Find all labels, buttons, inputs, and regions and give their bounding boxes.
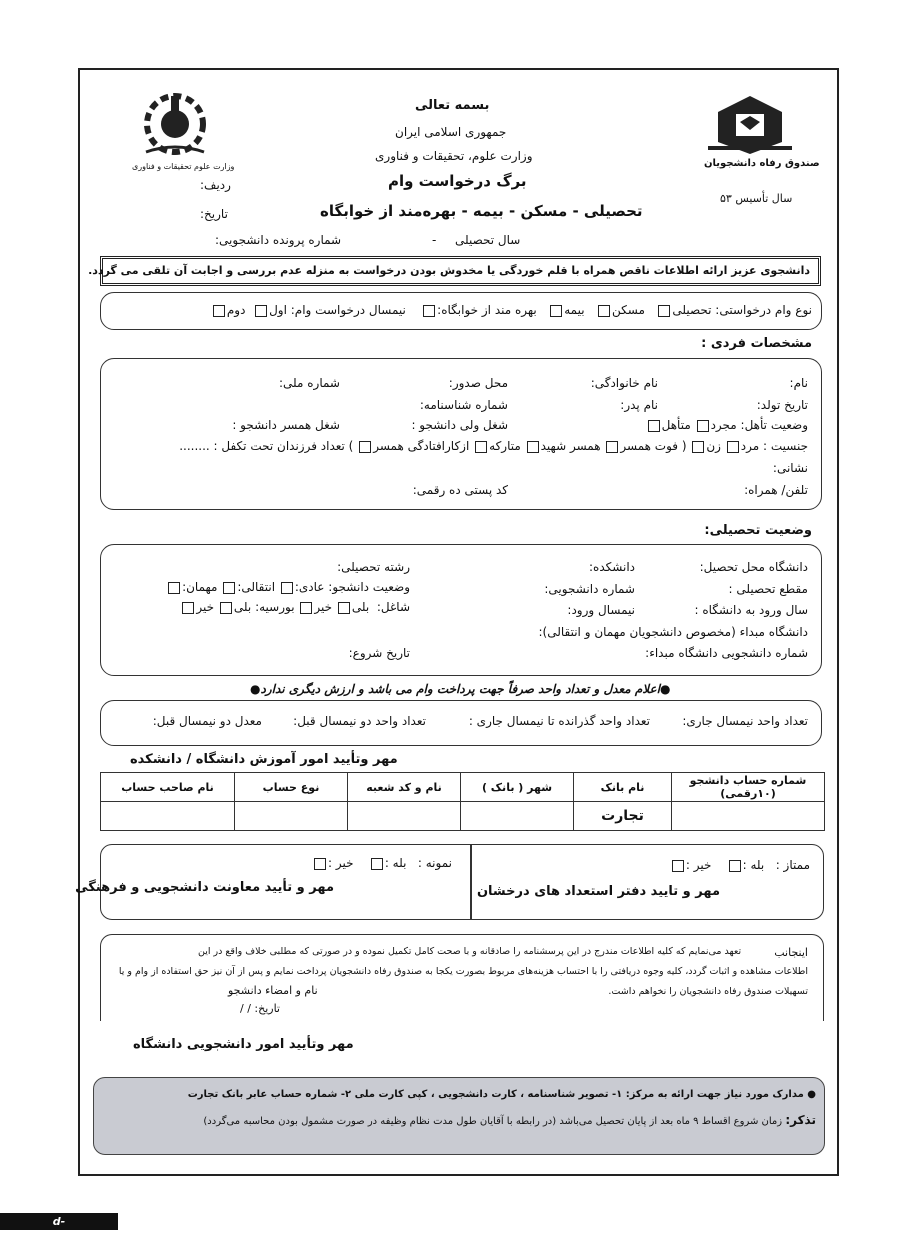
col-account-no: شماره حساب دانشجو (۱۰رقمی) — [672, 773, 825, 802]
exemplary-row — [312, 856, 452, 870]
ministry-logo — [130, 86, 235, 176]
loan-dorm: بهره مند از خوابگاه: — [437, 303, 537, 317]
form-subtitle: تحصیلی - مسکن - بیمه - بهره‌مند از خوابگاه — [320, 202, 643, 220]
birth-date-label: تاریخ تولد: — [756, 398, 808, 412]
employment-row — [180, 600, 410, 614]
single-checkbox[interactable] — [697, 420, 709, 432]
faculty-label: دانشکده: — [589, 560, 635, 574]
employed-yes-label: بلی — [351, 600, 370, 614]
status-normal-label: وضعیت دانشجو: عادی: — [294, 580, 410, 594]
pledge-date: تاریخ: / / — [240, 1002, 280, 1015]
scholarship-yes-label: بلی — [233, 600, 252, 614]
scholarship-no-checkbox[interactable] — [182, 602, 194, 614]
loan-type-label: نوع وام درخواستی: — [715, 303, 812, 317]
approval-divider — [470, 844, 472, 920]
ministry-logo-caption: وزارت علوم تحقیقات و فناوری — [132, 162, 235, 171]
employed-yes-checkbox[interactable] — [338, 602, 350, 614]
units-passed-label: تعداد واحد گذرانده تا نیمسال جاری : — [468, 714, 650, 728]
student-status-row — [166, 580, 410, 594]
guardian-job-label: شغل ولی دانشجو : — [411, 418, 508, 432]
basmala: بسمه تعالی — [415, 98, 490, 113]
cell-bank-city[interactable] — [461, 802, 574, 831]
separated-checkbox[interactable] — [475, 441, 487, 453]
single-label: مجرد — [710, 418, 737, 432]
student-file-no: شماره پرونده دانشجویی: — [215, 233, 342, 247]
col-branch: نام و کد شعبه — [348, 773, 461, 802]
loan-tahsili: تحصیلی — [672, 303, 712, 317]
welfare-fund-name: صندوق رفاه دانشجویان — [704, 158, 820, 169]
personal-section-title: مشخصات فردی : — [701, 336, 812, 351]
col-account-type: نوع حساب — [235, 773, 348, 802]
docs-note-row — [203, 1113, 816, 1127]
docs-note-text: زمان شروع اقساط ۹ ماه بعد از پایان تحصیل می‌باشد (در رابطه با آقایان طول مدت نظام وظیفه در صورت مشمول بودن محاسبه می‌گردد) — [203, 1116, 783, 1127]
semester-first-checkbox[interactable] — [255, 305, 267, 317]
stamp-student-label: مهر وتأیید امور دانشجویی دانشگاه — [133, 1037, 354, 1052]
scholarship-label: بورسیه: — [255, 600, 295, 614]
loan-type-row — [211, 303, 812, 317]
exemplary-yes-label: بله : — [384, 856, 407, 870]
employed-label: شاغل: — [376, 600, 410, 614]
pledge-signature: نام و امضاء دانشجو — [228, 984, 318, 997]
university-label: دانشگاه محل تحصیل: — [699, 560, 808, 574]
employed-no-checkbox[interactable] — [300, 602, 312, 614]
student-no-label: شماره دانشجویی: — [544, 582, 635, 596]
site-watermark: d-khansar.nus.ac.ir — [0, 1213, 118, 1230]
semester-second-checkbox[interactable] — [213, 305, 225, 317]
units-two-prev-label: تعداد واحد دو نیمسال قبل: — [293, 714, 426, 728]
exemplary-no-checkbox[interactable] — [314, 858, 326, 870]
separated-label: متارکه — [489, 439, 521, 453]
disabled-spouse-checkbox[interactable] — [359, 441, 371, 453]
col-bank-city: شهر ( بانک ) — [461, 773, 574, 802]
exemplary-stamp-label: مهر و تأیید معاونت دانشجویی و فرهنگی — [75, 880, 334, 895]
married-label: متأهل — [661, 418, 691, 432]
semester-first: اول — [269, 303, 287, 317]
martyr-spouse-checkbox[interactable] — [527, 441, 539, 453]
loan-dorm-checkbox[interactable] — [423, 305, 435, 317]
row-label: ردیف: — [200, 178, 231, 192]
marital-row — [646, 418, 808, 432]
pledge-intro: اینجانب — [774, 946, 808, 959]
address-label: نشانی: — [772, 461, 808, 475]
spouse-job-label: شغل همسر دانشجو : — [232, 418, 340, 432]
notice-text: دانشجوی عزیز ارائه اطلاعات ناقص همراه با قلم خوردگی یا مخدوش بودن درخواست به منزله عدم بررسی و اجابت آن تلقی می گردد. — [88, 264, 810, 277]
status-normal-checkbox[interactable] — [281, 582, 293, 594]
semester-second: دوم — [226, 303, 246, 317]
docs-note-label: تذکر: — [785, 1113, 816, 1127]
talent-row — [670, 858, 810, 872]
major-label: رشته تحصیلی: — [337, 560, 410, 574]
units-current-label: تعداد واحد نیمسال جاری: — [682, 714, 808, 728]
entry-year-label: سال ورود به دانشگاه : — [694, 603, 808, 617]
level-label: مقطع تحصیلی : — [728, 582, 808, 596]
academic-year: سال تحصیلی — [455, 233, 521, 247]
cell-branch[interactable] — [348, 802, 461, 831]
father-name-label: نام پدر: — [620, 398, 658, 412]
name-label: نام: — [789, 376, 808, 390]
talent-yes-checkbox[interactable] — [729, 860, 741, 872]
semester-label: نیمسال درخواست وام: — [290, 303, 406, 317]
notice-box — [88, 256, 821, 286]
gpa-two-prev-label: معدل دو نیمسال قبل: — [152, 714, 262, 728]
married-checkbox[interactable] — [648, 420, 660, 432]
status-guest-checkbox[interactable] — [168, 582, 180, 594]
gpa-notice: ●اعلام معدل و تعداد واحد صرفاً جهت پرداخت وام می باشد و ارزش دیگری ندارد● — [250, 682, 671, 696]
marital-label: وضعیت تأهل: — [740, 418, 808, 432]
col-bank-name: نام بانک — [574, 773, 672, 802]
female-checkbox[interactable] — [692, 441, 704, 453]
national-id-label: شماره ملی: — [279, 376, 340, 390]
loan-tahsili-checkbox[interactable] — [658, 305, 670, 317]
status-transfer-checkbox[interactable] — [223, 582, 235, 594]
docs-line1: ● مدارک مورد نیاز جهت ارائه به مرکز: ۱- تصویر شناسنامه ، کارت دانشجویی ، کپی کارت ملی ۲- شماره حساب عابر بانک تجارت — [187, 1089, 816, 1100]
issue-place-label: محل صدور: — [448, 376, 508, 390]
bank-table-header — [101, 773, 825, 802]
status-guest-label: مهمان: — [182, 580, 218, 594]
gender-male-label: جنسیت : مرد — [740, 439, 808, 453]
spouse-death-label: ( فوت همسر — [620, 439, 687, 453]
cell-account-type[interactable] — [235, 802, 348, 831]
loan-bimeh-checkbox[interactable] — [550, 305, 562, 317]
entry-semester-label: نیمسال ورود: — [567, 603, 635, 617]
welfare-fund-logo — [700, 92, 820, 172]
exemplary-no-label: خیر : — [328, 856, 354, 870]
status-transfer-label: انتقالی: — [237, 580, 276, 594]
talent-no-checkbox[interactable] — [672, 860, 684, 872]
male-checkbox[interactable] — [727, 441, 739, 453]
phone-label: تلفن/ همراه: — [744, 483, 808, 497]
female-label: زن — [706, 439, 721, 453]
loan-maskan-checkbox[interactable] — [598, 305, 610, 317]
martyr-spouse-label: همسر شهید — [540, 439, 601, 453]
academic-year-dash: - — [432, 233, 437, 247]
cell-account-no[interactable] — [672, 802, 825, 831]
postal-label: کد پستی ده رقمی: — [412, 483, 508, 497]
pledge-line2: اطلاعات مشاهده و اثبات گردد، کلیه وجوه دریافتی را با احتساب هزینه‌های مربوط بصورت یکجا به صندوق رفاه دانشجویان پرداخت نمایم و پس از آن نیز حق استفاده از وام و یا — [118, 966, 808, 977]
scholarship-no-label: خیر — [196, 600, 215, 614]
cell-bank-name[interactable]: تجارت — [574, 802, 672, 831]
education-section-title: وضعیت تحصیلی: — [704, 523, 812, 538]
ministry-name: وزارت علوم، تحقیقات و فناوری — [375, 149, 533, 163]
family-label: نام خانوادگی: — [590, 376, 658, 390]
form-title: برگ درخواست وام — [388, 172, 527, 190]
employed-no-label: خیر — [314, 600, 333, 614]
origin-student-no-label: شماره دانشجویی دانشگاه مبداء: — [645, 646, 808, 660]
talent-yes-label: بله : — [742, 858, 765, 872]
country-name: جمهوری اسلامی ایران — [395, 125, 507, 139]
stamp-edu-label: مهر وتأیید امور آموزش دانشگاه / دانشکده — [130, 752, 398, 767]
bank-table-row — [101, 802, 825, 831]
start-date-label: تاریخ شروع: — [348, 646, 410, 660]
date-label: تاریخ: — [200, 207, 228, 221]
spouse-death-checkbox[interactable] — [606, 441, 618, 453]
founded-year: سال تأسیس ۵۳ — [720, 192, 793, 205]
id-number-label: شماره شناسنامه: — [419, 398, 508, 412]
gender-row — [179, 439, 808, 453]
bank-table — [100, 772, 825, 831]
origin-uni-label: دانشگاه مبداء (مخصوص دانشجویان مهمان و انتقالی): — [538, 625, 808, 639]
pledge-line1: تعهد می‌نمایم که کلیه اطلاعات مندرج در این پرسشنامه را صادقانه و با صحت کامل تکمیل نموده و در صورتی که مطلبی خلاف واقع در این — [198, 946, 742, 957]
talent-excellent-label: ممتاز : — [775, 858, 810, 872]
disabled-spouse-label: ازکارافتادگی همسر — [373, 439, 470, 453]
col-account-holder: نام صاحب حساب — [101, 773, 235, 802]
scholarship-yes-checkbox[interactable] — [220, 602, 232, 614]
exemplary-yes-checkbox[interactable] — [371, 858, 383, 870]
exemplary-label: نمونه : — [417, 856, 452, 870]
loan-bimeh: بیمه — [564, 303, 585, 317]
talent-stamp-label: مهر و تایید دفتر استعداد های درخشان — [476, 884, 720, 899]
talent-no-label: خیر : — [685, 858, 712, 872]
pledge-line3: تسهیلات صندوق رفاه دانشجویان را نخواهم داشت. — [608, 986, 808, 997]
cell-account-holder[interactable] — [101, 802, 235, 831]
children-label: ) تعداد فرزندان تحت تکفل : ........ — [179, 439, 354, 453]
loan-maskan: مسکن — [612, 303, 645, 317]
